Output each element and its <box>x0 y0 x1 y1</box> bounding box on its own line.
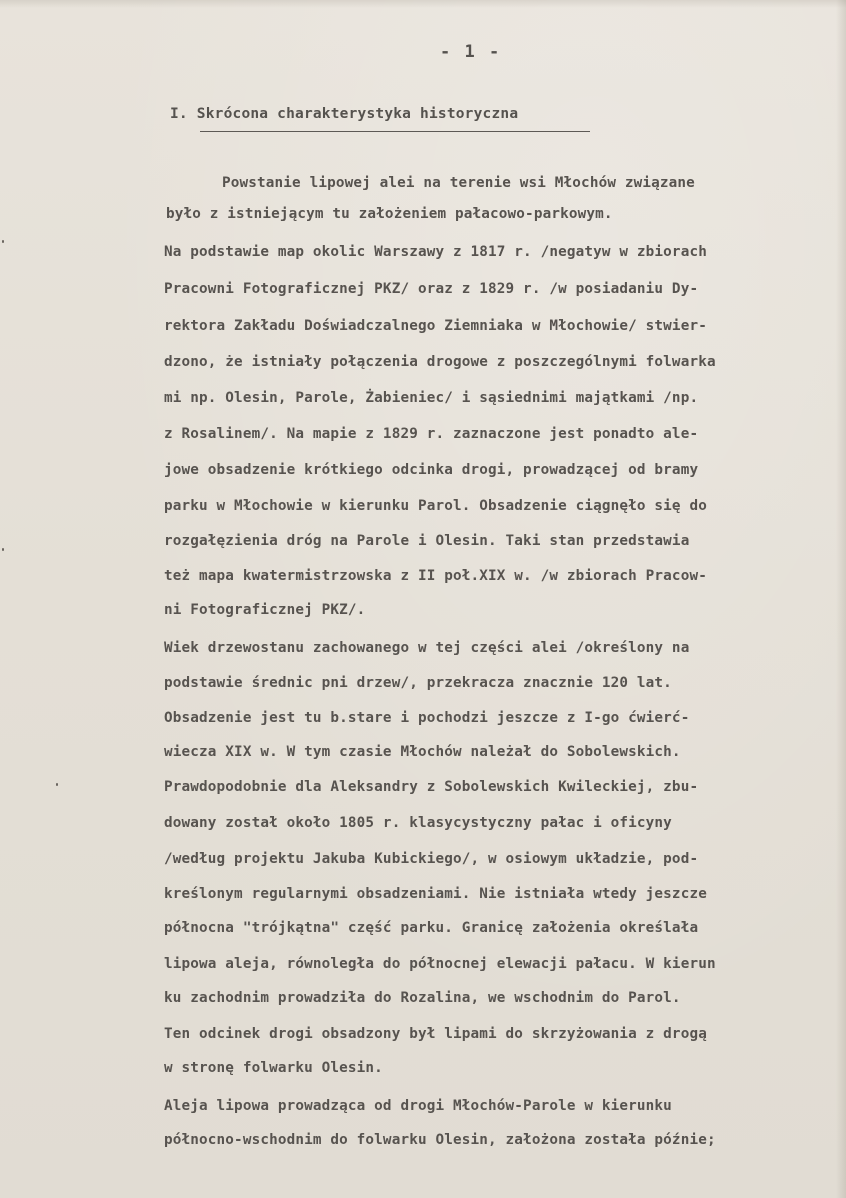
section-heading: I. Skrócona charakterystyka historyczna <box>170 106 519 122</box>
text-line: /według projektu Jakuba Kubickiego/, w osiowym układzie, pod- <box>164 851 699 867</box>
text-line: jowe obsadzenie krótkiego odcinka drogi, prowadzącej od bramy <box>164 462 699 478</box>
text-line: też mapa kwatermistrzowska z II poł.XIX w. /w zbiorach Pracow- <box>164 568 707 584</box>
text-line: Wiek drzewostanu zachowanego w tej części alei /określony na <box>164 640 690 656</box>
text-line: północna "trójkątna" część parku. Granicę założenia określała <box>164 920 699 936</box>
text-line: północno-wschodnim do folwarku Olesin, założona została późnie; <box>164 1132 716 1148</box>
text-line: mi np. Olesin, Parole, Żabieniec/ i sąsiednimi majątkami /np. <box>164 390 699 406</box>
text-line: Powstanie lipowej alei na terenie wsi Młochów związane <box>222 175 695 191</box>
text-line: Obsadzenie jest tu b.stare i pochodzi jeszcze z I-go ćwierć- <box>164 710 690 726</box>
margin-speck <box>2 240 4 243</box>
text-line: wiecza XIX w. W tym czasie Młochów należał do Sobolewskich. <box>164 744 681 760</box>
text-line: z Rosalinem/. Na mapie z 1829 r. zaznaczone jest ponadto ale- <box>164 426 699 442</box>
margin-speck <box>56 783 58 786</box>
text-line: Aleja lipowa prowadząca od drogi Młochów-Parole w kierunku <box>164 1098 672 1114</box>
text-line: Prawdopodobnie dla Aleksandry z Sobolewskich Kwileckiej, zbu- <box>164 779 699 795</box>
text-line: podstawie średnic pni drzew/, przekracza znacznie 120 lat. <box>164 675 672 691</box>
text-line: rozgałęzienia dróg na Parole i Olesin. Taki stan przedstawia <box>164 533 690 549</box>
text-line: dzono, że istniały połączenia drogowe z poszczególnymi folwarka <box>164 354 716 370</box>
text-line: ku zachodnim prowadziła do Rozalina, we wschodnim do Parol. <box>164 990 681 1006</box>
text-line: lipowa aleja, równoległa do północnej elewacji pałacu. W kierun <box>164 956 716 972</box>
text-line: parku w Młochowie w kierunku Parol. Obsadzenie ciągnęło się do <box>164 498 707 514</box>
text-line: Ten odcinek drogi obsadzony był lipami do skrzyżowania z drogą <box>164 1026 707 1042</box>
text-line: kreślonym regularnymi obsadzeniami. Nie istniała wtedy jeszcze <box>164 886 707 902</box>
text-line: Na podstawie map okolic Warszawy z 1817 r. /negatyw w zbiorach <box>164 244 707 260</box>
text-line: w stronę folwarku Olesin. <box>164 1060 383 1076</box>
page-number: - 1 - <box>440 42 502 62</box>
text-line: rektora Zakładu Doświadczalnego Ziemniaka w Młochowie/ stwier- <box>164 318 707 334</box>
text-line: Pracowni Fotograficznej PKZ/ oraz z 1829 r. /w posiadaniu Dy- <box>164 281 699 297</box>
text-line: dowany został około 1805 r. klasycystyczny pałac i oficyny <box>164 815 672 831</box>
text-line: było z istniejącym tu założeniem pałacowo-parkowym. <box>166 206 613 222</box>
margin-speck <box>2 548 4 551</box>
text-line: ni Fotograficznej PKZ/. <box>164 602 366 618</box>
